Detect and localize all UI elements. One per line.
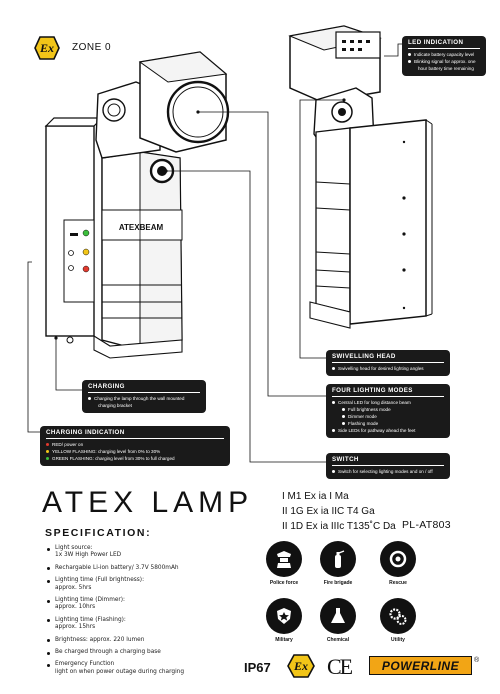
front-brand-text: ATEXBEAM [118,223,164,232]
utility-gears-icon [380,598,416,634]
chemical-flask-icon [320,598,356,634]
svg-text:Ex: Ex [293,659,309,673]
model-number: PL-AT803 [402,519,451,531]
callout-charging: CHARGING Charging the lamp through the wall mounted charging bracket [82,380,206,413]
ex-mark-text: Ex [39,41,55,55]
spec-item: Lighting time (Flashing): approx. 15hrs [46,617,246,632]
fire-extinguisher-icon [320,541,356,577]
police-icon [266,541,302,577]
product-title: ATEX LAMP [42,486,254,519]
registered-mark: ® [474,657,480,664]
ip67-rating: IP67 [244,660,271,675]
application-label: Chemical [326,637,350,643]
ex-mark-footer-icon [287,654,315,678]
application-label: Utility [391,637,405,643]
specification-heading: SPECIFICATION: [45,527,152,539]
application-label: Military [275,637,293,643]
spec-item: Brightness: approx. 220 lumen [46,637,246,644]
spec-item: Lighting time (Full brightness): approx. 5hrs [46,577,246,592]
spec-item: Be charged through a charging base [46,649,246,656]
callout-led-indication: LED INDICATION Indicate battery capacity level Blinking signal for approx. one hour battery time remaining [402,36,486,76]
application-label: Police force [269,580,299,586]
application-label: Rescue [389,580,407,586]
zone-label: ZONE 0 [72,42,112,53]
application-label: Fire brigade [323,580,353,586]
spec-item: Emergency Function light on when power outage during charging [46,661,246,676]
callout-charging-indication: CHARGING INDICATION RED/ power on YELLOW FLASHING: charging level from 0% to 30% GREEN FLASHING: charging level from 30% to full charged [40,426,230,466]
callout-switch: SWITCH Switch for selecting lighting modes and on / off [326,453,450,479]
callout-title: LED INDICATION [408,39,480,49]
specification-list [46,545,246,676]
callout-swivelling-head: SWIVELLING HEAD Swivelling head for desired lighting angles [326,350,450,376]
callout-four-lighting-modes: FOUR LIGHTING MODES Central LED for long distance beam Full brightness mode Dimmer mode Flashing mode Side LEDs for pathway ahead the feet [326,384,450,438]
military-badge-icon [266,598,302,634]
rescue-icon [380,541,416,577]
ce-mark: CE [327,654,352,679]
spec-item: Lighting time (Dimmer): approx. 10hrs [46,597,246,612]
spec-item: Rechargable Li-ion battery/ 3.7V 5800mAh [46,565,246,572]
spec-item: Light source: 1x 3W High Power LED [46,545,246,560]
powerline-logo: POWERLINE [369,656,472,675]
ex-zone-markings: I M1 Ex ia I Ma II 1G Ex ia IIC T4 Ga II 1D Ex ia IIIc T135˚C Da [282,491,396,532]
